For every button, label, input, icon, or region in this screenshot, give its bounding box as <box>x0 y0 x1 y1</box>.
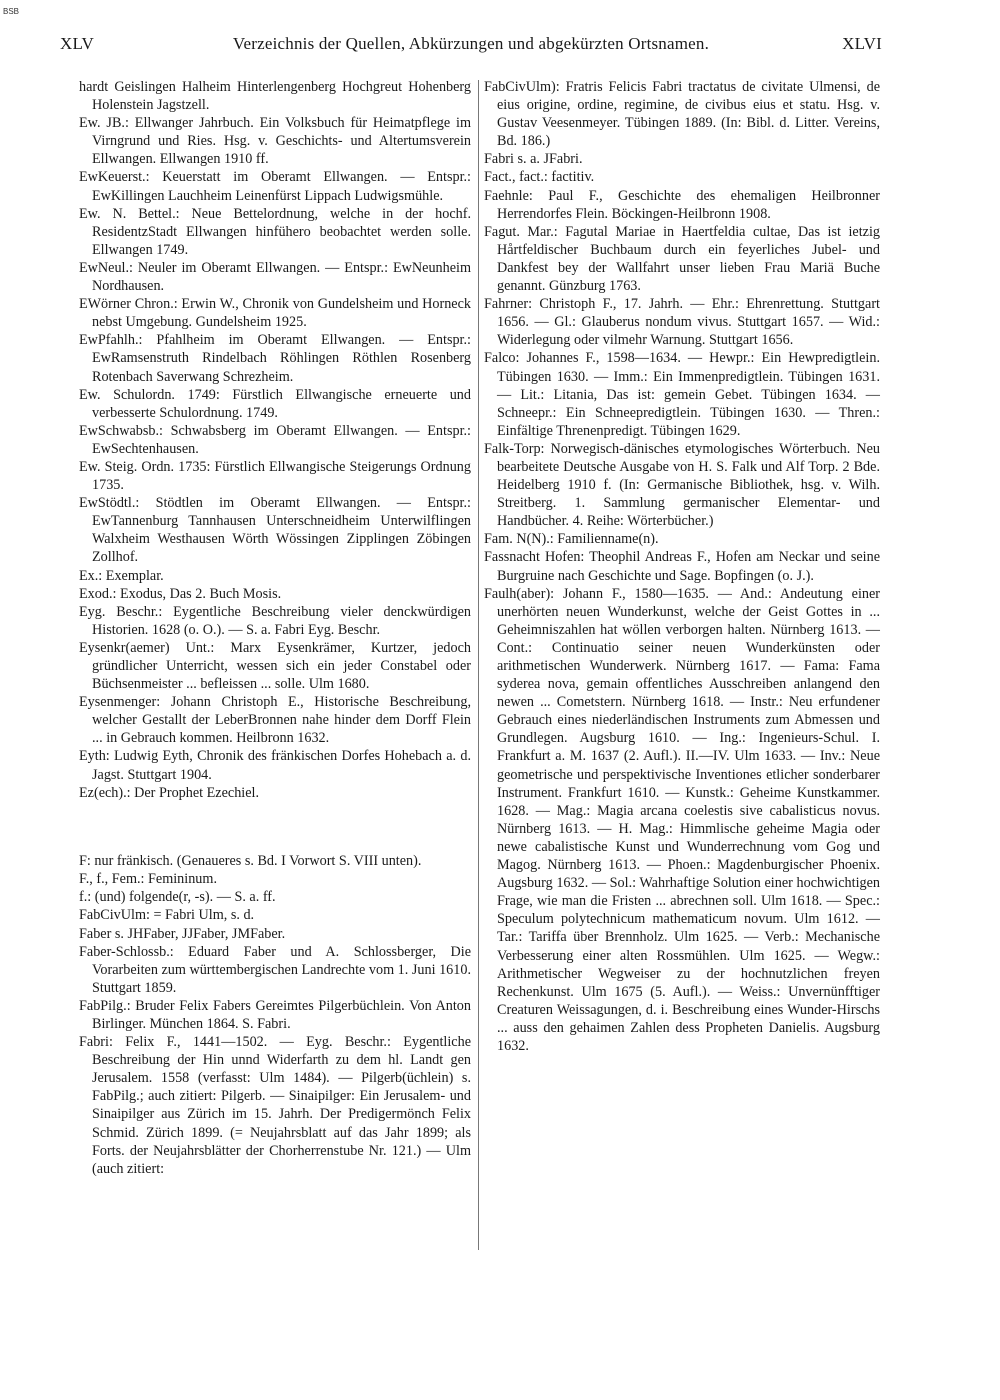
left-column <box>79 78 471 1178</box>
entry: Ew. Schulordn. 1749: Fürstlich Ellwangische erneuerte und verbesserte Schulordnung. 1749. <box>79 386 471 421</box>
section-gap <box>79 816 471 838</box>
page-number-left: XLV <box>60 34 94 53</box>
entry: Eyg. Beschr.: Eygentliche Beschreibung vieler denckwürdigen Historien. 1628 (o. O.). — S. a. Fabri Eyg. Beschr. <box>79 603 471 638</box>
entry: EWörner Chron.: Erwin W., Chronik von Gundelsheim und Horneck nebst Umgebung. Gundelsheim 1925. <box>79 296 471 331</box>
entry: EwNeul.: Neuler im Oberamt Ellwangen. — Entspr.: EwNeunheim Nordhausen. <box>79 259 471 295</box>
entry: EwPfahlh.: Pfahlheim im Oberamt Ellwangen. — Entspr.: EwRamsenstruth Rindelbach Röhlingen Röthlen Rosenberg Rotenbach Saverwang Schrezheim. <box>79 332 471 385</box>
entry: F: nur fränkisch. (Genaueres s. Bd. I Vorwort S. VIII unten). <box>79 853 422 870</box>
entry: Fabri s. a. JFabri. <box>484 151 583 168</box>
page-number-right: XLVI <box>842 34 882 53</box>
entry: Ez(ech).: Der Prophet Ezechiel. <box>79 784 260 801</box>
page-title: Verzeichnis der Quellen, Abkürzungen und abgekürzten Ortsnamen. <box>232 34 710 53</box>
column-divider <box>478 80 479 1250</box>
entry: Fassnacht Hofen: Theophil Andreas F., Hofen am Neckar und seine Burgruine nach Geschichte und Sage. Bopfingen (o. J.). <box>484 549 880 584</box>
entry: Ew. JB.: Ellwanger Jahrbuch. Ein Volksbuch für Heimatpflege im Virngrund und Ries. Hsg. v. Geschichts- und Altertumsverein Ellwangen. Ellwangen 1910 ff. <box>79 115 471 168</box>
entry: Fam. N(N).: Familienname(n). <box>484 531 659 548</box>
entry: Fabri: Felix F., 1441—1502. — Eyg. Beschr.: Eygentliche Beschreibung der Hin unnd Widerfarth zu dem hl. Landt gen Jerusalem. 1558 (verfasst: Ulm 1484). — Pilgerb(üchlein) s. FabPilg.; auch zitiert: Pilgerb. — Sinaipilger: Ein Jerusalem- und Sinaipilger aus Zürich im 15. Jahrh. Der Predigermönch Felix Schmid. Zürich 1899. (= Neujahrsblatt auf das Jahr 1899; als Forts. der Neujahrsblätter der Chorherrenstube Nr. 121.) — Ulm (auch zitiert: <box>79 1034 471 1177</box>
entry: Faber-Schlossb.: Eduard Faber und A. Schlossberger, Die Vorarbeiten zum württembergischen Landrechte vom 1. Juni 1610. Stuttgart 1859. <box>79 943 471 996</box>
library-mark: BSB <box>3 7 20 16</box>
entry: EwKeuerst.: Keuerstatt im Oberamt Ellwangen. — Entspr.: EwKillingen Lauchheim Leinenfürst Lippach Ludwigsmühle. <box>79 169 471 204</box>
entry: Falk-Torp: Norwegisch-dänisches etymologisches Wörterbuch. Neu bearbeitete Deutsche Ausgabe von H. S. Falk und Alf Torp. 2 Bde. Heidelberg 1910 f. (In: Germanische Bibliothek, hsg. v. Wilh. Streitberg. 1. Sammlung germanischer Elementar- und Handbücher. 4. Reihe: Wörterbücher.) <box>484 440 880 530</box>
page-header <box>60 34 882 60</box>
entry: FabCivUlm: = Fabri Ulm, s. d. <box>79 907 255 924</box>
entry: Ex.: Exemplar. <box>79 567 164 584</box>
entry: Ew. Steig. Ordn. 1735: Fürstlich Ellwangische Steigerungs Ordnung 1735. <box>79 458 471 494</box>
entry: Faehnle: Paul F., Geschichte des ehemaligen Heilbronner Herrendorfes Flein. Böckingen-Heilbronn 1908. <box>484 187 880 222</box>
entry: Eysenkr(aemer) Unt.: Marx Eysenkrämer, Kurtzer, jedoch gründlicher Unterricht, wessen sich ein jeder Constabel oder Büchsenmeister ... befleissen ... solle. Ulm 1680. <box>79 639 471 693</box>
entry: Faulh(aber): Johann F., 1580—1635. — And.: Andeutung einer unerhörten neuen Wunderkunst, welche der Geist Gottes in ... Geheimniszahlen hat wöllen verborgen halten. Nürnberg 1613. — Cont.: Continuatio seiner neuen Wunderkünsten oder arithmetischen Wunderwerk. Nürnberg 1617. — Fama: Fama syderea nova, gemain offentliches Ausschreiben anlangend den newen ... Cometstern. Nürnberg 1618. — Instr.: Neu erfundener Gebrauch eines niederländischen Instruments zum Abmessen und Grundlegen. Augsburg 1610. — Ing.: Ingenieurs-Schul. I. Frankfurt a. M. 1637 (2. Aufl.). II.—IV. Ulm 1633. — Inv.: Neue geometrische und perspektivische Inventiones etlicher sonderbarer Instrument. Frankfurt 1610. — Kunstk.: Geheime Kunstkammer. 1628. — Mag.: Magia arcana coelestis sive cabalisticus novus. Nürnberg 1613. — H. Mag.: Himmlische geheime Magia oder newe cabalistische Kunst und Wunderrechnung vom Gog und Magog. Nürnberg 1613. — Phoen.: Magdenburgischer Phoenix. Augsburg 1632. — Sol.: Wahrhaftige Solution einer hochwichtigen Frage, wie man die Fristen ... abrechnen soll. Ulm 1618. — Spec.: Speculum polytechnicum mathematicum novum. Ulm 1612. — Tar.: Tariffa über Brennholz. Ulm 1625. — Verb.: Mechanische Verbesserung einer alten Rossmühlen. Ulm 1625. — Wegw.: Arithmetischer Wegweiser zu der hochnutzlichen freyen Rechenkunst. Ulm 1675 (5. Aufl.). — Weiss.: Unvernünfftiger Creaturen Weissagungen, d. i. Beschreibung eines Wunder-Hirschs ... auss den gehaimen Zahlen dess Propheten Danielis. Augsburg 1632. <box>484 585 880 1054</box>
entry: Eyth: Ludwig Eyth, Chronik des fränkischen Dorfes Hohebach a. d. Jagst. Stuttgart 1904. <box>79 748 471 783</box>
entry: EwSchwabsb.: Schwabsberg im Oberamt Ellwangen. — Entspr.: EwSechtenhausen. <box>79 422 471 457</box>
entry: Exod.: Exodus, Das 2. Buch Mosis. <box>79 585 282 602</box>
entry: EwStödtl.: Stödtlen im Oberamt Ellwangen. — Entspr.: EwTannenburg Tannhausen Unterschneidheim Unterwilflingen Walxheim Westhausen Wörth Wössingen Zipplingen Zöbingen Zollhof. <box>79 495 471 566</box>
entry: Fagut. Mar.: Fagutal Mariae in Haertfeldia cultae, Das ist ietzig Hårtfeldischer Buchbaum durch ein feyerliches Jubel- und Dankfest bey der Wallfahrt unser lieben Frau Mariä Buche genannt. Günzburg 1763. <box>484 223 880 295</box>
entry: Fahrner: Christoph F., 17. Jahrh. — Ehr.: Ehrenrettung. Stuttgart 1656. — Gl.: Glauberus nondum vivus. Stuttgart 1657. — Wid.: Widerlegung oder vilmehr Warnung. Stuttgart 1656. <box>484 296 880 349</box>
entry: hardt Geislingen Halheim Hinterlengenberg Hochgreut Hohenberg Holenstein Jagstzell. <box>79 79 471 114</box>
entry: FabPilg.: Bruder Felix Fabers Gereimtes Pilgerbüchlein. Von Anton Birlinger. München 1864. S. Fabri. <box>79 997 471 1032</box>
entry: Ew. N. Bettel.: Neue Bettelordnung, welche in der hochf. ResidentzStadt Ellwangen hinfühero beobachtet werden solle. Ellwangen 1749. <box>79 205 471 258</box>
entry: f.: (und) folgende(r, -s). — S. a. ff. <box>79 889 276 906</box>
entry: FabCivUlm): Fratris Felicis Fabri tractatus de civitate Ulmensi, de eius origine, ordine, regimine, de civibus eius et statu. Hsg. v. Gustav Veesenmeyer. Tübingen 1889. (In: Bibl. d. Litter. Vereins, Bd. 186.) <box>484 79 880 150</box>
entry: Eysenmenger: Johann Christoph E., Historische Beschreibung, welcher Gestallt der LeberBronnen nahe hinder dem Dorff Flein ... in Gebrauch kommen. Heilbronn 1632. <box>79 694 471 747</box>
entry: Fact., fact.: factitiv. <box>484 169 595 186</box>
entry: Falco: Johannes F., 1598—1634. — Hewpr.: Ein Hewpredigtlein. Tübingen 1630. — Imm.: Ein Immenpredigtlein. Tübingen 1631. — Lit.: Litania, Das ist: gemein Gebet. Tübingen 1634. — Schneepr.: Ein Schneepredigtlein. Tübingen 1630. — Thren.: Einfältige Threnenpredigt. Tübingen 1629. <box>484 350 880 439</box>
right-column <box>484 78 880 1055</box>
entry: Faber s. JHFaber, JJFaber, JMFaber. <box>79 925 286 942</box>
entry: F., f., Fem.: Femininum. <box>79 871 217 888</box>
